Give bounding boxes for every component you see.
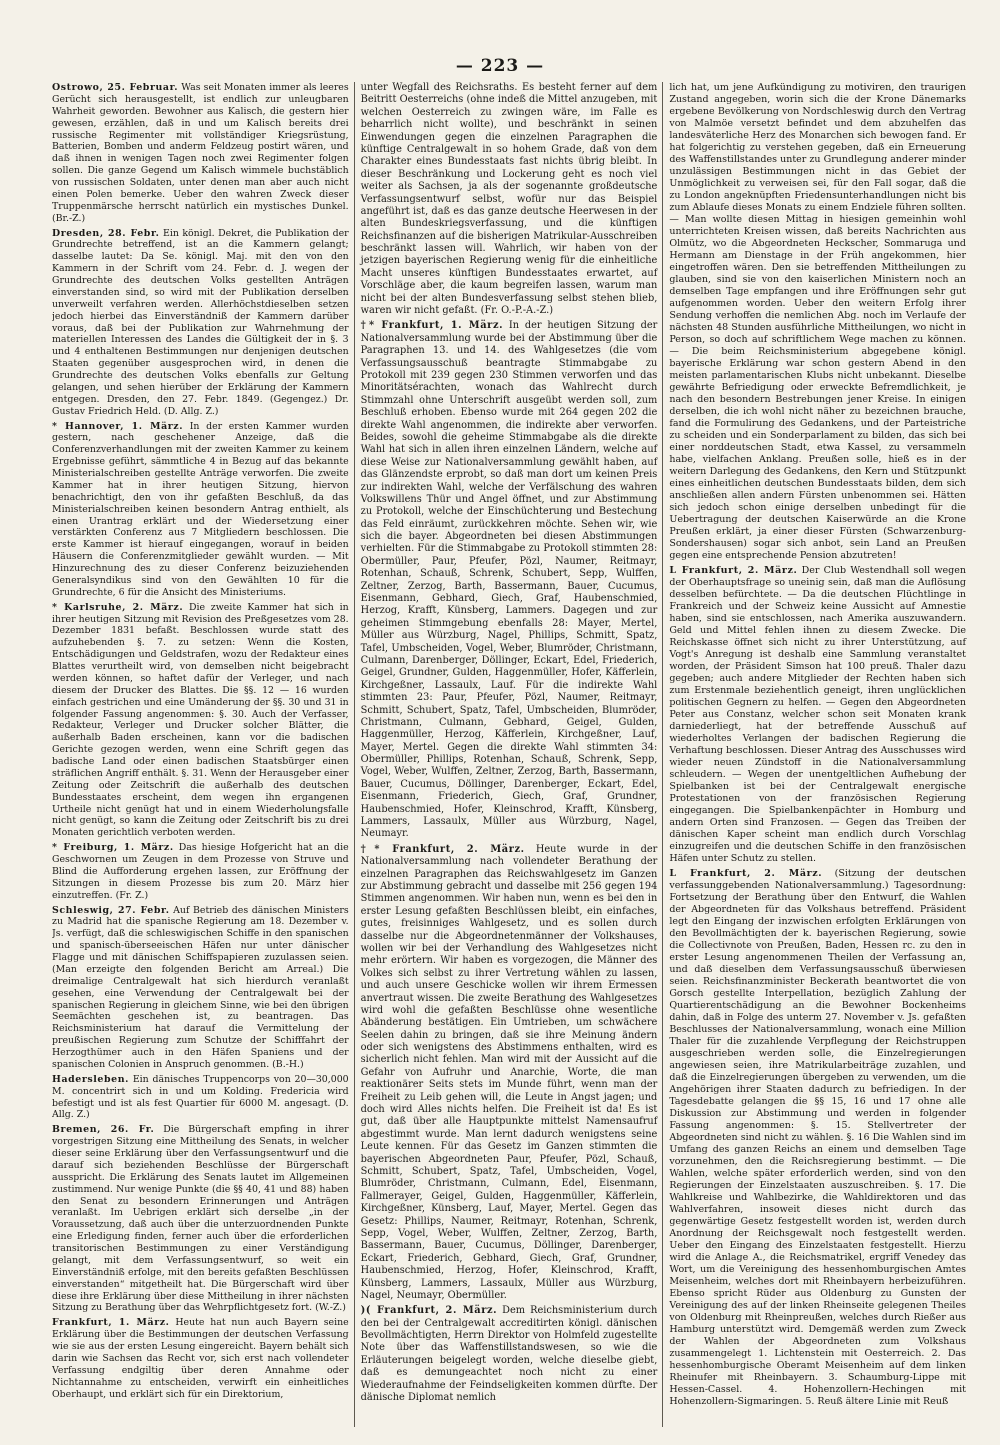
news-article bbox=[361, 82, 658, 317]
news-article bbox=[361, 320, 658, 840]
article-dateline: †* Frankfurt, 1. März. bbox=[360, 320, 504, 332]
news-article bbox=[669, 565, 966, 865]
news-article bbox=[361, 1305, 658, 1404]
news-article bbox=[361, 844, 658, 1302]
article-dateline: Hadersleben. bbox=[52, 1073, 129, 1085]
article-dateline: L Frankfurt, 2. März. bbox=[669, 868, 823, 879]
news-article bbox=[52, 1317, 349, 1400]
article-text: Auf Betrieb des dänischen Ministers zu Madrid hat die spanische Regierung am 18. Dezember v. Js. verfügt, daß die schleswigischen Schiffe in den spanischen und spanisch-überseeischen Häfen nur unter dänischer Flagge und mit dänischen Schiffspapieren zuzulassen seien. (Man erzeigte den folgenden Bericht am Arreal.) Die dreimalige Centralgewalt hat sich hierdurch veranlaßt gesehen, eine Verwendung der Centralgewalt bei der spanischen Regierung in gleichem Sinne, wie bei den übrigen Seemächten geschehen ist, zu beantragen. Das Reichsministerium hat darauf die Vermittelung der preußischen Regierung zum Schutze der Schifffahrt der Herzogthümer auch in den Häfen Spaniens und der spanischen Colonien in Anspruch genommen. (B.-H.) bbox=[52, 904, 349, 1070]
column-middle bbox=[361, 82, 658, 1427]
article-dateline: * Karlsruhe, 2. März. bbox=[52, 601, 184, 613]
text-columns bbox=[52, 82, 966, 1427]
page-number: — 223 — bbox=[455, 56, 545, 76]
article-dateline: * Hannover, 1. März. bbox=[52, 420, 184, 432]
article-dateline: L Frankfurt, 2. März. bbox=[669, 565, 798, 576]
article-text: Heute wurde in der Nationalversammlung nach vollendeter Berathung der einzelnen Paragraphen das Reichswahlgesetz im Ganzen zur Abstimmung gebracht und dasselbe mit 256 gegen 194 Stimmen angenommen. Wir haben nun, wenn es bei den in erster Lesung gefaßten Beschlüssen bleibt, ein einfaches, gutes, freisinniges Wahlgesetz, und es sollen durch dasselbe nur die Abgeordnetenmänner der Volkshauses, wollen wir bei der Verhandlung des Wahlgesetzes nicht mehr erörtern. Wir haben es vorgezogen, die Männer des Volkes sich selbst zu ihrer Vertretung wählen zu lassen, und auch unsere Geschicke wollen wir ihrem Ermessen anvertraut wissen. Die zweite Berathung des Wahlgesetzes wird wohl die gefaßten Beschlüsse ohne wesentliche Abänderung bestätigen. Ein Umtrieben, um schwächere Seelen dahin zu bringen, daß sie ihre Meinung ändern oder sich wenigstens des Abstimmens enthalten, wird es sicherlich nicht fehlen. Man wird mit der Aussicht auf die Gefahr von Aufruhr und Anarchie, Worte, die man reaktionärer Seits stets im Munde führt, wenn man der Freiheit zu Leib gehen will, die Leute in Angst jagen; und doch wird Alles nichts helfen. Die Freiheit ist da! Es ist gut, daß über alle Hauptpunkte mittelst Namensaufruf abgestimmt wurde. Man lernt dadurch wenigstens seine Leute kennen. Für das Gesetz im Ganzen stimmten die bayerischen Abgeordneten Paur, Pfeufer, Pözl, Schauß, Schmitt, Schubert, Spatz, Tafel, Umbscheiden, Vogel, Blumröder, Christmann, Culmann, Edel, Eisenmann, Fallmerayer, Geigel, Gulden, Haggenmüller, Käfferlein, Kirchgeßner, Künsberg, Lauf, Mayer, Mertel. Gegen das Gesetz: Phillips, Naumer, Reitmayr, Rotenhan, Schrenk, Sepp, Vogel, Weber, Wulffen, Zeltner, Zerzog, Barth, Bassermann, Bauer, Cucumus, Döllinger, Darenberger, Eckart, Friederich, Gebhard, Giech, Graf, Grundner, Haubenschmied, Herzog, Hofer, Kleinschrod, Krafft, Künsberg, Lammers, Lassaulx, Müller aus Würzburg, Nagel, Neumayr, Obermüller. bbox=[360, 843, 658, 1301]
article-text: Ein dänisches Truppencorps von 20—30,000 M. concentrirt sich in und um Kolding. Fredericia wird befestigt und ist als fest Quartier für 6000 M. angesagt. (D. Allg. Z.) bbox=[52, 1073, 349, 1121]
article-text: Das hiesige Hofgericht hat an die Geschwornen um Zeugen in dem Prozesse von Struve und Blind die Aufforderung ergehen lassen, zur Eröffnung der Sitzungen in diesem Prozesse bis zum 20. März hier einzutreffen. (Fr. Z.) bbox=[52, 842, 349, 901]
article-text: unter Wegfall des Reichsraths. Es besteht ferner auf dem Beitritt Oesterreichs (ohne indeß die Mittel anzugeben, mit welchen Oesterreich zu zwingen wäre, im Falle es beharrlich nicht wollte), und beschränkt in seinen Einwendungen gegen die einzelnen Paragraphen die künftige Centralgewalt in so hohem Grade, daß von dem Charakter eines Bundesstaats fast nichts übrig bleibt. In dieser Beschränkung und Lockerung geht es noch viel weiter als Sachsen, ja als der sogenannte großdeutsche Verfassungsentwurf selbst, wofür nur das Beispiel angeführt ist, daß es das ganze deutsche Heerwesen in der alten Bundeskriegsverfassung, und die künftigen Reichsfinanzen auf die bisherigen Matrikular-Ausschreiben beschränkt lassen will. Wahrlich, wir haben von der jetzigen bayerischen Regierung wenig für die einheitliche Macht unseres künftigen Bundesstaates erwartet, auf Vorschläge aber, die kaum begreifen lassen, warum man nicht bei der alten Bundesverfassung selbst stehen blieb, waren wir nicht gefaßt. (Fr. O.-P.-A.-Z.) bbox=[360, 82, 658, 317]
news-article bbox=[669, 82, 966, 562]
article-text: Dem Reichsministerium durch den bei der Centralgewalt accreditirten königl. dänischen Bevollmächtigten, Herrn Direktor von Holmfeld zugestellte Note über das Waffenstillstandswesen, so wie die Erläuterungen beigelegt worden, welche dieselbe giebt, daß es demungeachtet noch nicht zu einer Wiederaufnahme der Feindseligkeiten kommen dürfte. Der dänische Diplomat nemlich bbox=[360, 1305, 658, 1404]
news-article bbox=[52, 602, 349, 840]
article-text: In der heutigen Sitzung der Nationalversammlung wurde bei der Abstimmung über die Paragraphen 13. und 14. des Wahlgesetzes (die vom Verfassungsausschuß beantragte Stimmabgabe zu Protokoll mit 239 gegen 230 Stimmen verworfen und das Minoritätsérachten, wonach das Wahlrecht durch Stimmzahl ohne Unterschrift ausgeübt werden soll, zum Beschluß erhoben. Ebenso wurde mit 264 gegen 202 die direkte Wahl angenommen, die indirekte aber verworfen. Beides, sowohl die geheime Stimmabgabe als die direkte Wahl hat sich in allen ihren einzelnen Ländern, welche auf diese Weise zur Nationalversammlung gewählt haben, auf das Glänzendste erprobt, so daß man dort um keinen Preis zur indirekten Wahl, welche der Verfälschung des wahren Volkswillens Thür und Angel öffnet, und zur Abstimmung zu Protokoll, welche der Einschüchterung und Bestechung das Feld einräumt, zurückkehren möchte. Sehen wir, wie sich die bayer. Abgeordneten bei diesen Abstimmungen verhielten. Für die Stimmabgabe zu Protokoll stimmten 28: Obermüller, Paur, Pfeufer, Pözl, Naumer, Reitmayr, Rotenhan, Schauß, Schrenk, Schubert, Sepp, Wulffen, Zeltner, Zerzog, Barth, Bassermann, Bauer, Cucumus, Eisenmann, Gebhard, Giech, Graf, Haubenschmied, Herzog, Krafft, Künsberg, Lammers. Dagegen und zur geheimen Stimmgebung ebenfalls 28: Mayer, Mertel, Müller aus Würzburg, Nagel, Phillips, Schmitt, Spatz, Tafel, Umbscheiden, Vogel, Weber, Blumröder, Christmann, Culmann, Darenberger, Döllinger, Eckart, Edel, Friederich, Geigel, Grundner, Gulden, Haggenmüller, Hofer, Käfferlein, Kirchgeßner, Lassaulx, Lauf. Für die indirekte Wahl stimmten 23: Paur, Pfeufer, Pözl, Naumer, Reitmayr, Schmitt, Schubert, Spatz, Tafel, Umbscheiden, Blumröder, Christmann, Culmann, Gebhard, Geigel, Gulden, Haggenmüller, Herzog, Käfferlein, Kirchgeßner, Lauf, Mayer, Mertel. Gegen die direkte Wahl stimmten 34: Obermüller, Phillips, Rotenhan, Schauß, Schrenk, Sepp, Vogel, Weber, Wulffen, Zeltner, Zerzog, Barth, Bassermann, Bauer, Cucumus, Döllinger, Darenberger, Eckart, Edel, Eisenmann, Friederich, Giech, Graf, Grundner, Haubenschmied, Hofer, Kleinschrod, Krafft, Künsberg, Lammers, Lassaulx, Müller aus Würzburg, Nagel, Neumayr. bbox=[360, 320, 658, 840]
article-dateline: Frankfurt, 1. März. bbox=[52, 1317, 170, 1329]
column-left bbox=[52, 82, 349, 1427]
article-text: In der ersten Kammer wurden gestern, nach geschehener Anzeige, daß die Conferenzverhandlungen mit der zweiten Kammer zu keinem Ergebnisse geführt, sämmtliche 4 in Bezug auf das bekannte Ministerialschreiben gestellte Anträge verworfen. Die zweite Kammer hat in ihrer heutigen Sitzung, hiervon benachrichtigt, den von ihr gefaßten Beschluß, da das Ministerialschreiben keinen besondern Antrag enthielt, als einen Urantrag erklärt und der Wiedersetzung einer verstärkten Conferenz aus 7 Mitgliedern beschlossen. Die erste Kammer ist hierauf eingegangen, worauf in beiden Häusern die Conferenzmitglieder gewählt wurden. — Mit Hinzurechnung des zu dieser Conferenz beizuziehenden Generalsyndikus sind von den Gewählten 10 für die Grundrechte, 6 für die Ansicht des Ministeriums. bbox=[52, 420, 349, 598]
article-dateline: Bremen, 26. Fr. bbox=[52, 1124, 155, 1136]
news-article bbox=[52, 842, 349, 901]
news-article bbox=[52, 905, 349, 1071]
news-article bbox=[52, 421, 349, 599]
article-text: Was seit Monaten immer als leeres Gerücht sich herausgestellt, ist endlich zur unleugbaren Wahrheit geworden. Bewohner aus Kalisch, die gestern hier gewesen, erzählen, daß in und um Kalisch bereits drei russische Regimenter mit vollständiger Kriegsrüstung, Batterien, Bomben und anderm Feldzeug postirt wären, und daß ihnen in wenigen Tagen noch zwei Regimenter folgen sollen. Die ganze Gegend um Kalisch wimmele buchstäblich von russischen Soldaten, unter denen man aber auch nicht einen Polen bemerke. Ueber den wahren Zweck dieser Truppenmärsche herrscht natürlich ein mystisches Dunkel. (Br.-Z.) bbox=[52, 82, 349, 224]
article-text: Heute hat nun auch Bayern seine Erklärung über die Bestimmungen der deutschen Verfassung wie sie aus der ersten Lesung eingereicht. Bayern behält sich darin wie Sachsen das Recht vor, sich erst nach vollendeter Verfassung endgiltig über deren Annahme oder Nichtannahme zu entscheiden, verwirft ein einheitliches Oberhaupt, und erklärt sich für ein Direktorium, bbox=[52, 1317, 349, 1400]
news-article bbox=[52, 228, 349, 418]
article-text: Die zweite Kammer hat sich in ihrer heutigen Sitzung mit Revision des Preßgesetzes vom 28. Dezember 1831 befaßt. Beschlossen wurde statt des aufzuhebenden §. 7. zu setzen: Wenn die Kosten, Entschädigungen und Geldstrafen, wozu der Redakteur eines Blattes verurtheilt wird, von demselben nicht beigebracht werden können, so haftet dafür der Verleger, und nach diesem der Drucker des Blattes. Die §§. 12 — 16 wurden einfach gestrichen und eine Umänderung der §§. 30 und 31 in folgender Fassung angenommen: §. 30. Auch der Verfasser, Redakteur, Verleger und Drucker solcher Blätter, die außerhalb Baden erscheinen, kann vor die badischen Gerichte gezogen werden, wenn eine Schrift gegen das badische Land oder einen badischen Staatsbürger einen sträflichen Angriff enthält. §. 31. Wenn der Herausgeber einer Zeitung oder Zeitschrift die außerhalb des deutschen Bundesstaates erscheint, dem wegen ihn ergangenen Urtheile nicht genügt hat und in einem Wiederholungsfalle nicht genügt, so kann die Zeitung oder Zeitschrift bis zu drei Monaten gerichtlich verboten werden. bbox=[52, 601, 349, 839]
article-dateline: )( Frankfurt, 2. März. bbox=[360, 1305, 498, 1317]
article-dateline: Schleswig, 27. Febr. bbox=[52, 904, 170, 916]
article-dateline: Ostrowo, 25. Februar. bbox=[52, 82, 179, 93]
article-text: lich hat, um jene Aufkündigung zu motiviren, den traurigen Zustand angegeben, worin sich die der Krone Dänemarks ergebene Bevölkerung von Nordschleswig durch den Vertrag von Malmöe versetzt befindet und dem abzuhelfen das landesväterliche Herz des Monarchen sich bewogen fand. Er hat folgerichtig zu verstehen gegeben, daß ein Erneuerung des Waffenstillstandes unter zu Grundlegung anderer minder unzulässigen Bestimmungen nicht in das Gebiet der Unmöglichkeit zu verweisen sei, für den Fall sogar, daß die zu London angeknüpften Friedensunterhandlungen nicht bis zum Ablaufe dieses Monats zu einem Endziele führen sollten. — Man wollte diesen Mittag in hiesigen gemeinhin wohl unterrichteten Kreisen wissen, daß bereits Nachrichten aus Olmütz, wo die Abgeordneten Heckscher, Sommaruga und Hermann am Dienstage in der Früh angekommen, hier eingetroffen wären. Den sie betreffenden Mittheilungen zu glauben, sind sie von den kaiserlichen Ministern noch an demselben Tage empfangen und ihre Eröffnungen sehr gut aufgenommen worden. Ueber den weitern Erfolg ihrer Sendung verhoffen die nemlichen Abg. noch im Verlaufe der nächsten 48 Stunden ausführliche Mittheilungen, wo nicht in Person, so doch auf schriftlichem Wege machen zu können. — Die beim Reichsministerium abgegebene königl. bayerische Erklärung war schon gestern Abend in den meisten parlamentarischen Klubs nicht unbekannt. Dieselbe gewährte Befriedigung oder erweckte Befremdlichkeit, je nach den besondern Bestrebungen jener Kreise. In einigen derselben, die ich wohl nicht näher zu bezeichnen brauche, fand die Formulirung des Gedankens, und der Parteistriche zu scheiden und ein Sonderparlament zu bilden, das sich bei einer norddeutschen Stadt, etwa Kassel, zu versammeln habe, vielfachen Anklang. Preußen solle, hieß es in der weitern Darlegung des Gedankens, den Kern und Stützpunkt eines einheitlichen deutschen Bundesstaats bilden, dem sich anschließen allen andern Fürsten unbenommen sei. Hätten sich jedoch schon einige derselben unbedingt für die Uebertragung der deutschen Kaiserwürde an die Krone Preußen erklärt, ja einer dieser Fürsten (Schwarzenburg-Sondershausen) sogar sich anbot, sein Land an Preußen gegen eine entsprechende Pension abzutreten! bbox=[669, 82, 966, 561]
article-text: Ein königl. Dekret, die Publikation der Grundrechte betreffend, ist an die Kammern gelangt; dasselbe lautet: Da Se. königl. Maj. mit den von den Kammern in der Schrift vom 24. Febr. d. J. wegen der Grundrechte des deutschen Volks gestellten Anträgen einverstanden sind, so wird mit der Publikation derselben unverweilt verfahren werden. Allerhöchstdieselben setzen jedoch hierbei das Einverständniß der Kammern darüber voraus, daß bei der Publikation zur Wahrnehmung der materiellen Interessen des Landes die Gültigkeit der in §. 3 und 4 enthaltenen Bestimmungen nur denjenigen deutschen Staaten gegenüber ausgesprochen wird, in denen die Grundrechte des deutschen Volks ebenfalls zur Geltung gelangen, und sehen hierüber der Erklärung der Kammern entgegen. Dresden, den 27. Febr. 1849. (Gegengez.) Dr. Gustav Friedrich Held. (D. Allg. Z.) bbox=[52, 227, 349, 417]
article-text: Der Club Westendhall soll wegen der Oberhauptsfrage so uneinig sein, daß man die Auflösung desselben befürchtete. — Da die deutschen Flüchtlinge in Frankreich und der Schweiz keine Aussicht auf Amnestie haben, sind sie entschlossen, nach Amerika auszuwandern. Geld und Mittel fehlen ihnen zu diesem Zwecke. Die Reichskasse öffnet sich nicht zu ihrer Unterstützung, auf Vogt's Anregung ist deshalb eine Sammlung veranstaltet worden, der Präsident Simson hat 100 preuß. Thaler dazu gegeben; auch andere Mitglieder der Rechten haben sich zum Erstenmale beziehentlich geneigt, ihren unglücklichen politischen Gegnern zu helfen. — Gegen den Abgeordneten Peter aus Constanz, welcher schon seit Monaten krank darniederliegt, hat der betreffende Ausschuß auf wiederholtes Verlangen der badischen Regierung die Verhaftung beschlossen. Dieser Antrag des Ausschusses wird wieder neuen Zündstoff in die Nationalversammlung schleudern. — Wegen der unentgeltlichen Aufhebung der Spielbanken ist bei der Centralgewalt energische Protestationen von der französischen Regierung eingegangen. Die Spielbankenpächter in Homburg und andern Orten sind Franzosen. — Gegen das Treiben der dänischen Kaper scheint man endlich durch Vorschlag einzugreifen und die deutschen Schiffe in den französischen Häfen unter Schutz zu stellen. bbox=[669, 565, 966, 864]
article-text: Die Bürgerschaft empfing in ihrer vorgestrigen Sitzung eine Mittheilung des Senats, in welcher dieser seine Erklärung über den Verfassungsentwurf und die darauf sich beziehenden Beschlüsse der Bürgerschaft ausspricht. Die Erklärung des Senats lautet im Allgemeinen zustimmend. Nur wenige Punkte (die §§ 40, 41 und 88) haben den Senat zu besondern Erinnerungen und Anträgen veranlaßt. Im Uebrigen erklärt sich derselbe „in der Voraussetzung, daß auch über die unterzuordnenden Punkte eine Erledigung finden, ferner auch über die erforderlichen transitorischen Bestimmungen zu einer Verständigung gelangt, mit dem Verfassungsentwurf, so weit ein Einverständniß erfolge, mit den bereits gefaßten Beschlüssen einverstanden“ mitgetheilt hat. Die Bürgerschaft wird über diese ihre Erklärung über diese Mittheilung in ihrer nächsten Sitzung zu Berathung über das Wehrpflichtgesetz fort. (W.-Z.) bbox=[52, 1124, 349, 1314]
column-right bbox=[669, 82, 966, 1427]
article-text: (Sitzung der deutschen verfassunggebenden Nationalversammlung.) Tagesordnung: Fortsetzung der Berathung über den Entwurf, die Wahlen der Abgeordneten für das Volkshaus betreffend. Präsident legt den Eingang der inzwischen erfolgten Erklärungen von den Bevollmächtigten der k. bayerischen Regierung, sowie die Collectivnote von Preußen, Baden, Hessen rc. zu den in erster Lesung angenommenen Theilen der Verfassung an, und daß dieselben dem Verfassungsausschuß überwiesen seien. Reichsfinanzminister Beckerath beantwortet die von Gorsch gestellte Interpellation, bezüglich Zahlung der Quartierentschädigung an die Bewohner Bockenheims dahin, daß in Folge des unterm 27. November v. Js. gefaßten Beschlusses der Nationalversammlung, wonach eine Million Thaler für die zuzahlende Verpflegung der Reichstruppen ausgeschrieben werden solle, die Einzelregierungen angewiesen seien, ihre Matrikularbeiträge zuzahlen, und daß die Einzelregierungen übergeben zu verwenden, um die Angehörigen ihrer Staaten dadurch zu befriedigen. In der Tagesdebatte gelangen die §§ 15, 16 und 17 ohne alle Diskussion zur Abstimmung und werden in folgender Fassung angenommen: §. 15. Stellvertreter der Abgeordneten sind nicht zu wählen. §. 16 Die Wahlen sind im Umfang des ganzen Reichs an einem und demselben Tage vorzunehmen, den die Reichsregierung bestimmt. — Die Wahlen, welche später erforderlich werden, sind von den Regierungen der Einzelstaaten auszuschreiben. §. 17. Die Wahlkreise und Wahlbezirke, die Wahldirektoren und das Wahlverfahren, insoweit dieses nicht durch das gegenwärtige Gesetz festgestellt worden ist, werden durch Anordnung der Reichsgewalt noch festgestellt werden. Ueber den Eingang des Einzelstaaten festgestellt. Hierzu wird die Anlage A., die Reichsmatrikel, ergriff Venedey das Wort, um die Vereinigung des hessenhomburgischen Amtes Meisenheim, welches dort mit Rheinbayern herbeizuführen. Ebenso spricht Rüder aus Oldenburg zu Gunsten der Vereinigung des auf der linken Rheinseite gelegenen Theiles von Oldenburg mit Rheinpreußen, welches durch Rießer aus Hamburg unterstützt wird. Demgemäß werden zum Zweck der Wahlen der Abgeordneten zum Volkshaus zusammengelegt 1. Lichtenstein mit Oesterreich. 2. Das hessenhomburgische Oberamt Meisenheim auf dem linken Rheinufer mit Rheinbayern. 3. Schaumburg-Lippe mit Hessen-Cassel. 4. Hohenzollern-Hechingen mit Hohenzollern-Sigmaringen. 5. Reuß ältere Linie mit Reuß bbox=[669, 868, 966, 1407]
news-article bbox=[52, 1124, 349, 1314]
news-article bbox=[669, 868, 966, 1408]
news-article bbox=[52, 82, 349, 225]
news-article bbox=[52, 1074, 349, 1122]
article-dateline: * Freiburg, 1. März. bbox=[52, 842, 174, 854]
article-dateline: †* Frankfurt, 2. März. bbox=[360, 843, 525, 855]
article-dateline: Dresden, 28. Febr. bbox=[52, 227, 160, 239]
